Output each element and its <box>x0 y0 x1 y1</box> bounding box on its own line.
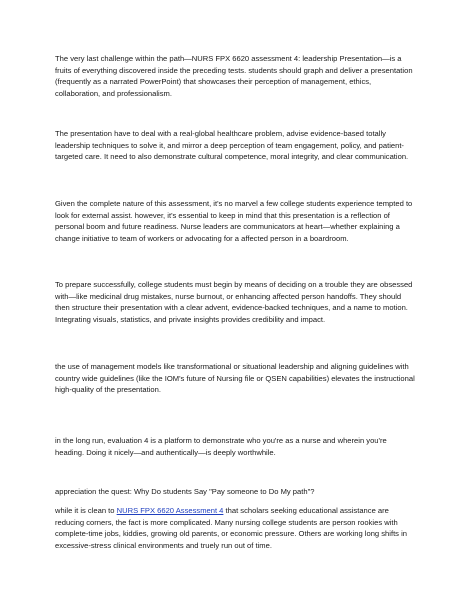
paragraph-external-assistance: Given the complete nature of this assessment, it's no marvel a few college students experience tempted to look for external assist. however, it's essential to keep in mind that this presentation is a reflection of personal boom and future readiness. Nurse leaders are communicators at heart—whether explaining a change initiative to team of workers or advocating for a affected person in a boardroom. <box>55 199 413 243</box>
paragraph-presentation-requirements: The presentation have to deal with a real-global healthcare problem, advise evidence-based totally leadership techniques to solve it, and mirror a deep perception of team engagement, policy, and patient-targeted care. It need to also demonstrate cultural competence, moral integrity, and clear communication. <box>55 129 409 162</box>
paragraph-assessment-overview: The very last challenge within the path—NURS FPX 6620 assessment 4: leadership Presentation—is a fruits of everything discovered inside the preceding tests. students should graph and deliver a presentation (frequently as a narrated PowerPoint) that showcases their perception of management, ethics, collaboration, and professionalism. <box>55 54 413 98</box>
paragraph-text-after-link: that scholars seeking educational assistance are reducing corners, the fact is more complicated. Many nursing college students are person rookies with complete-time jobs, kiddies, growing old parents, or economic pressure. Others are working long shifts in excessive-stress clinical environments and truely run out of time. <box>55 506 408 550</box>
paragraph-preparation-tips: To prepare successfully, college students must begin by means of deciding on a trouble they are obsessed with—like medicinal drug mistakes, nurse burnout, or enhancing affected person handoffs. They should then structure their presentation with a clear advent, evidence-backed techniques, and a name to motion. Integrating visuals, statistics, and private insights provides credibility and impact. <box>55 280 413 324</box>
section-heading-quest: appreciation the quest: Why Do students Say "Pay someone to Do My path"? <box>55 487 315 496</box>
paragraph-conclusion: in the long run, evaluation 4 is a platform to demonstrate who you're as a nurse and wherein you're heading. Doing it nicely—and authentically—is deeply worthwhile. <box>55 436 387 457</box>
paragraph-student-context <box>55 505 415 551</box>
assessment-link[interactable]: NURS FPX 6620 Assessment 4 <box>116 506 224 515</box>
paragraph-text-before-link: while it is clean to <box>55 506 117 515</box>
paragraph-management-models: the use of management models like transformational or situational leadership and aligning guidelines with country wide guidelines (like the IOM's future of Nursing file or QSEN capabilities) elevates the instructional high-quality of the presentation. <box>55 362 415 395</box>
